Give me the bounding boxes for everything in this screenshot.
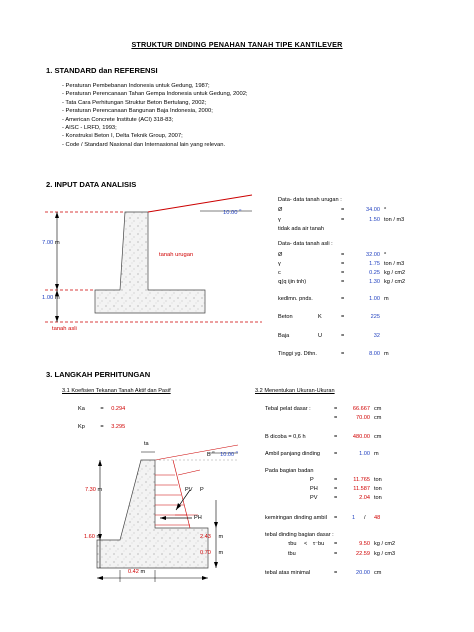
tebal-row: = 66.667 cm (334, 406, 382, 412)
urugan-title: Data- data tanah urugan : (278, 197, 342, 203)
asli-row: c = 0.25 kg / cm2 (278, 270, 406, 276)
tau-row: τbu < τ⁻bu (288, 541, 325, 547)
tebal-row: = 70.00 cm (334, 415, 382, 421)
ambil-row: = 1.00 m (334, 451, 379, 457)
wall-body-1 (95, 212, 205, 313)
subsection-3-1: 3.1 Koefisien Tekanan Tanah Aktif dan Pasif (62, 388, 171, 394)
fig2-height-2: 1.60 m (84, 534, 102, 540)
prop-row: Baja U = 32 (278, 333, 380, 339)
asli-row: γ = 1.75 ton / m3 (278, 261, 405, 267)
prop-row: Beton K = 225 (278, 314, 380, 320)
fig2-height-3: 2.43 m (200, 534, 224, 540)
fig1-label-tanah-asli: tanah asli (52, 326, 77, 332)
asli-title: Data- data tanah asli : (278, 241, 333, 247)
prop-row: Tinggi yg. Dthn. = 8.00 m (278, 351, 389, 357)
wall-body-2 (97, 460, 208, 568)
fig2-height-1: 7.30 m (85, 487, 103, 493)
fig2-width: 0.42 m (128, 569, 146, 575)
section-3-heading: 3. LANGKAH PERHITUNGAN (46, 370, 151, 379)
tebal-atas-label: tebal atas minimal (265, 570, 311, 576)
section-2-heading: 2. INPUT DATA ANALISIS (46, 180, 137, 189)
fig2-ta-label: ta (144, 441, 149, 447)
fig2-height-4: 0.70 m (200, 550, 224, 556)
badan-label: Pada bagian badan (265, 468, 314, 474)
b-label: B dicoba = 0,6 h (265, 434, 306, 440)
b-row: = 480.00 cm (334, 434, 382, 440)
ka-row: Ka = 0.294 (78, 406, 126, 412)
prop-row: kedlmn. pnds. = 1.00 m (278, 296, 389, 302)
reference-item: - Peraturan Pembebanan Indonesia untuk Gedung, 1987; (62, 83, 210, 89)
subsection-3-2: 3.2 Menentukan Ukuran-Ukuran (255, 388, 335, 394)
reference-item: - Konstruksi Beton I, Delta Teknik Group, 2007; (62, 133, 183, 140)
urugan-row: γ = 1.50 ton / m3 (278, 217, 405, 223)
badan-row: PV = 2.04 ton (310, 495, 382, 501)
reference-item: - AISC - LRFD, 1993; (62, 125, 117, 132)
note-no-groundwater: tidak ada air tanah (278, 226, 325, 232)
document-title: STRUKTUR DINDING PENAHAN TANAH TIPE KANTILEVER (131, 40, 343, 49)
reference-item: - Peraturan Perencanaan Bangunan Baja Indonesia, 2000; (62, 108, 213, 115)
tebal-atas-row: = 20.00 cm (334, 570, 382, 576)
asli-row: Ø = 32.00 o (278, 250, 387, 258)
badan-row: P = 11.765 ton (310, 477, 382, 483)
reference-item: - Peraturan Perencanaan Tahan Gempa Indonesia untuk Gedung, 2002; (62, 91, 248, 98)
fig1-height-1: 7.00 m (42, 240, 60, 246)
reference-item: - Code / Standard Nasional dan Internasional lain yang relevan. (62, 141, 226, 148)
reference-item: - Tata Cara Perhitungan Struktur Beton Bertulang, 2002; (62, 99, 207, 106)
ambil-label: Ambil panjang dinding (265, 451, 321, 457)
kemiringan-label: kemiringan dinding ambil (265, 515, 327, 521)
fig1-height-2: 1.00 m (42, 295, 60, 301)
reference-item: - American Concrete Institute (ACI) 318-83; (62, 116, 174, 123)
fig2-label-ph: PH (194, 515, 202, 521)
tbu-row: tbu = 22.59 kg / cm3 (288, 551, 396, 557)
kp-row: Kp = 3.295 (78, 424, 126, 430)
kemiringan-row: = 1 / 48 (334, 515, 381, 521)
badan-row: PH = 11.587 ton (310, 486, 382, 492)
fig2-label-p: P (200, 487, 204, 493)
fig2-angle: B $^o$ 10.00 $^o$ (207, 449, 238, 458)
tebal-label: Tebal pelat dasar : (265, 406, 311, 412)
tebal-dasar-label: tebal dinding bagian dasar : (265, 532, 334, 538)
asli-row: ꝗ(q ijin tnh) = 1.30 kg / cm2 (278, 279, 406, 285)
section-1-heading: 1. STANDARD dan REFERENSI (46, 66, 158, 75)
fig1-label-tanah-urugan: tanah urugan (159, 252, 194, 258)
tau-value-row: = 9.50 kg / cm2 (334, 541, 396, 547)
urugan-row: Ø = 34.00 o (278, 205, 387, 213)
fig1-angle-value: 10.00 $^o$ (223, 207, 242, 216)
fig2-label-pv: PV (185, 487, 193, 493)
